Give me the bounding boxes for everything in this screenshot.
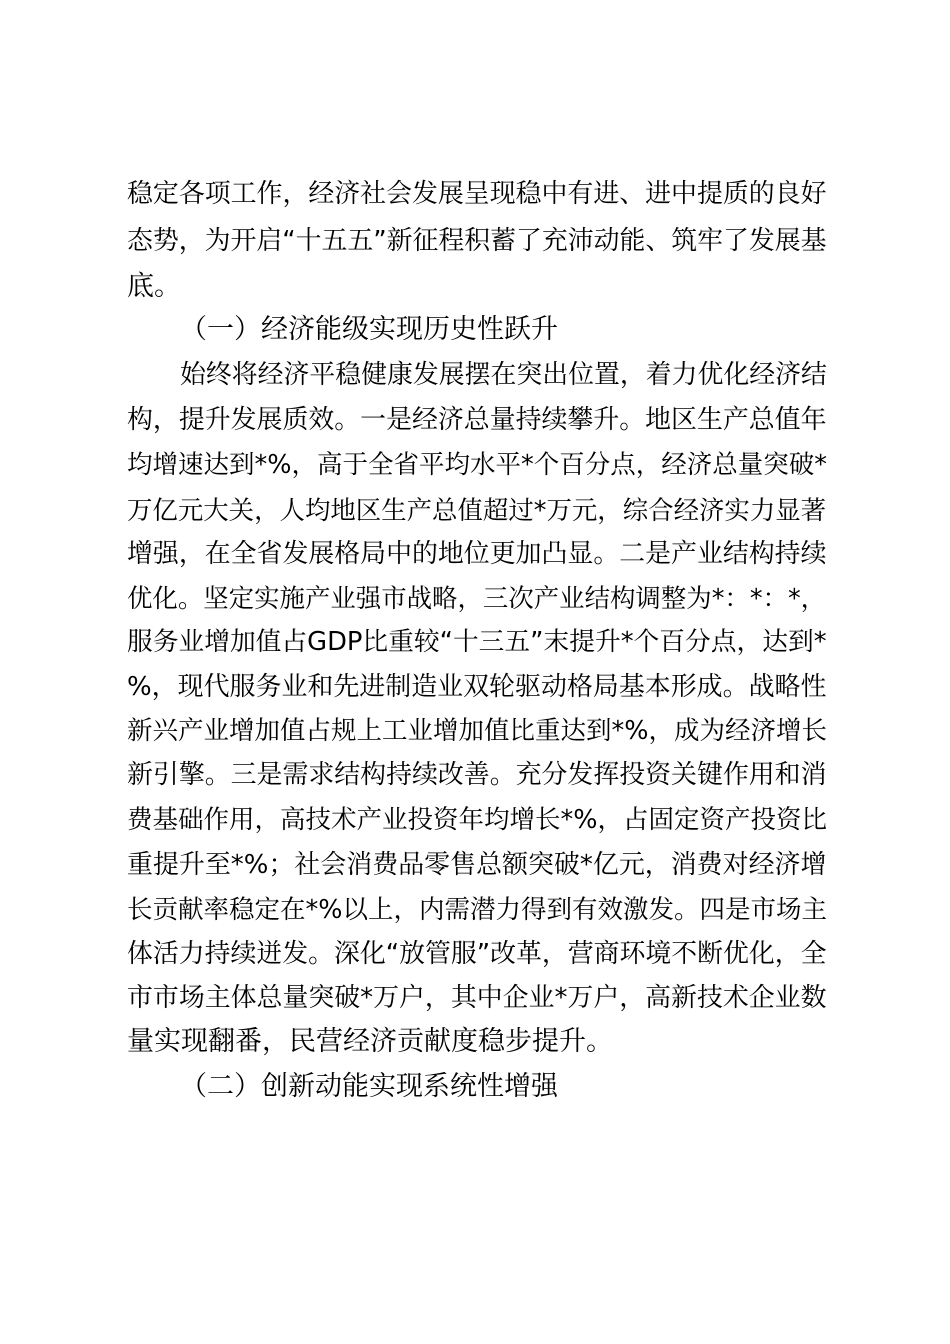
paragraph-line: 量实现翻番，民营经济贡献度稳步提升。 [127,1026,613,1057]
paragraph-line: 体活力持续迸发。深化“放管服”改革，营商环境不断优化，全 [127,939,827,969]
paragraph-line: 态势，为开启“十五五”新征程积蓄了充沛动能、筑牢了发展基 [127,226,827,256]
paragraph-line: 服务业增加值占GDP比重较“十三五”末提升*个百分点，达到* [127,627,827,657]
paragraph-line: %，现代服务业和先进制造业双轮驱动格局基本形成。战略性 [127,672,827,702]
paragraph-line: 增强，在全省发展格局中的地位更加凸显。二是产业结构持续 [127,539,827,569]
paragraph-line: 重提升至*%；社会消费品零售总额突破*亿元，消费对经济增 [127,850,827,880]
paragraph-line: 稳定各项工作，经济社会发展呈现稳中有进、进中提质的良好 [127,179,827,209]
paragraph-line: 新引擎。三是需求结构持续改善。充分发挥投资关键作用和消 [127,760,827,790]
paragraph-line: 始终将经济平稳健康发展摆在突出位置，着力优化经济结 [180,360,827,390]
paragraph-line: 市市场主体总量突破*万户，其中企业*万户，高新技术企业数 [127,983,827,1013]
paragraph-line: 费基础作用，高技术产业投资年均增长*%，占固定资产投资比 [127,805,827,835]
paragraph-line: 构，提升发展质效。一是经济总量持续攀升。地区生产总值年 [127,405,827,435]
paragraph-line: 优化。坚定实施产业强市战略，三次产业结构调整为*：*：*， [127,583,827,613]
section-heading: （二）创新动能实现系统性增强 [180,1071,558,1102]
paragraph-line: 万亿元大关，人均地区生产总值超过*万元，综合经济实力显著 [127,495,827,525]
paragraph-line: 均增速达到*%，高于全省平均水平*个百分点，经济总量突破* [127,450,827,480]
paragraph-line: 新兴产业增加值占规上工业增加值比重达到*%，成为经济增长 [127,716,827,746]
paragraph-line: 长贡献率稳定在*%以上，内需潜力得到有效激发。四是市场主 [127,895,827,925]
paragraph-line: 底。 [127,271,181,302]
section-heading: （一）经济能级实现历史性跃升 [180,314,558,345]
